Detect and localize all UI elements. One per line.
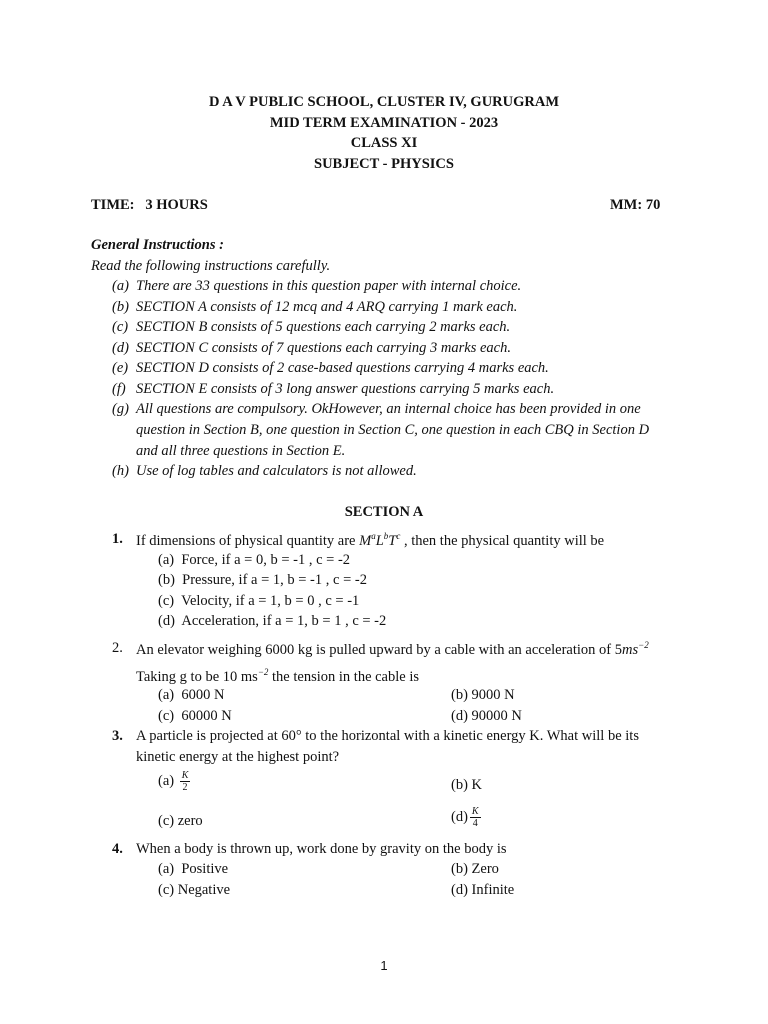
unit: ms bbox=[622, 641, 639, 658]
instruction-text: question in Section B, one question in Section C, one question in each CBQ in Section D bbox=[136, 422, 650, 438]
option: (a) Positive bbox=[158, 861, 229, 877]
option: (d) 90000 N bbox=[451, 708, 522, 724]
instruction-text: SECTION D consists of 2 case-based questions carrying 4 marks each. bbox=[136, 360, 549, 376]
fraction-denominator: 4 bbox=[472, 818, 478, 829]
class-label: CLASS XI bbox=[350, 135, 418, 151]
instruction-text: There are 33 questions in this question paper with internal choice. bbox=[136, 278, 522, 294]
question-text-part: , then the physical quantity will be bbox=[400, 532, 605, 549]
dimension-symbol: M bbox=[359, 532, 372, 549]
instruction-item bbox=[112, 278, 522, 295]
question-text-part: Taking g to be 10 bbox=[136, 668, 241, 685]
exponent: c bbox=[396, 531, 401, 541]
question-number: 2. bbox=[112, 640, 123, 656]
subject-label: SUBJECT - PHYSICS bbox=[314, 156, 454, 172]
question-number: 3. bbox=[112, 728, 123, 744]
page-number: 1 bbox=[380, 958, 388, 973]
instruction-text: All questions are compulsory. OkHowever, an internal choice has been provided in one bbox=[136, 401, 641, 417]
instruction-text: SECTION A consists of 12 mcq and 4 ARQ carrying 1 mark each. bbox=[136, 299, 518, 315]
instruction-item bbox=[112, 360, 549, 377]
option: (b) 9000 N bbox=[451, 687, 515, 703]
option-key: (a) bbox=[158, 772, 175, 789]
question-text bbox=[136, 667, 419, 686]
question-text bbox=[136, 531, 604, 550]
option: (b) Pressure, if a = 1, b = -1 , c = -2 bbox=[158, 572, 367, 588]
instruction-key: (c) bbox=[112, 319, 129, 335]
instruction-text: SECTION C consists of 7 questions each carrying 3 marks each. bbox=[136, 340, 511, 356]
option: (b) K bbox=[451, 777, 483, 793]
instruction-item bbox=[112, 340, 511, 357]
instruction-text: SECTION E consists of 3 long answer questions carrying 5 marks each. bbox=[136, 381, 555, 397]
instruction-key: (e) bbox=[112, 360, 129, 376]
instructions-heading: General Instructions : bbox=[91, 237, 224, 253]
instruction-key: (f) bbox=[112, 381, 126, 397]
instruction-key: (h) bbox=[112, 463, 129, 479]
option: (c) Negative bbox=[158, 882, 231, 898]
instruction-key: (b) bbox=[112, 299, 129, 315]
dimension-symbol: T bbox=[388, 532, 397, 549]
dimension-symbol: L bbox=[375, 532, 384, 549]
question-text: kinetic energy at the highest point? bbox=[136, 749, 340, 765]
exponent: a bbox=[371, 531, 376, 541]
unit: ms bbox=[240, 668, 258, 685]
instruction-key: (a) bbox=[112, 278, 129, 294]
instruction-item bbox=[112, 319, 511, 336]
fraction bbox=[180, 770, 191, 793]
option bbox=[451, 806, 481, 829]
option: (c) 60000 N bbox=[158, 708, 232, 724]
exponent: b bbox=[383, 531, 389, 541]
question-text: When a body is thrown up, work done by gravity on the body is bbox=[136, 841, 507, 857]
question-text bbox=[136, 640, 649, 659]
exam-title: MID TERM EXAMINATION - 2023 bbox=[269, 115, 499, 131]
fraction-numerator: K bbox=[181, 770, 189, 781]
option: (a) 6000 N bbox=[158, 687, 225, 703]
exponent: −2 bbox=[257, 667, 269, 677]
fraction bbox=[470, 806, 481, 829]
instruction-key: (g) bbox=[112, 401, 129, 417]
exponent: −2 bbox=[638, 640, 649, 650]
time-label: TIME: 3 HOURS bbox=[91, 197, 208, 213]
option: (b) Zero bbox=[451, 861, 499, 877]
option: (c) zero bbox=[158, 813, 203, 829]
instruction-text: and all three questions in Section E. bbox=[136, 443, 346, 459]
question-text: A particle is projected at 60° to the horizontal with a kinetic energy K. What will be its bbox=[136, 728, 639, 744]
option-key: (d) bbox=[451, 808, 468, 825]
question-text-part: If dimensions of physical quantity are bbox=[136, 532, 360, 549]
max-marks: MM: 70 bbox=[610, 197, 661, 213]
option bbox=[158, 770, 190, 793]
instruction-text: SECTION B consists of 5 questions each carrying 2 marks each. bbox=[136, 319, 511, 335]
option: (a) Force, if a = 0, b = -1 , c = -2 bbox=[158, 552, 351, 568]
question-number: 1. bbox=[112, 531, 123, 547]
instructions-intro: Read the following instructions carefully. bbox=[91, 258, 331, 274]
section-a-title: SECTION A bbox=[344, 504, 424, 520]
instruction-item bbox=[112, 401, 641, 418]
fraction-denominator: 2 bbox=[182, 782, 188, 793]
instruction-item bbox=[112, 299, 518, 316]
question-number: 4. bbox=[112, 841, 123, 857]
instruction-item bbox=[112, 463, 417, 480]
school-name: D A V PUBLIC SCHOOL, CLUSTER IV, GURUGRAM bbox=[208, 94, 560, 110]
option: (c) Velocity, if a = 1, b = 0 , c = -1 bbox=[158, 593, 360, 609]
instruction-text: Use of log tables and calculators is not allowed. bbox=[136, 463, 417, 479]
question-text-part: An elevator weighing 6000 kg is pulled upward by a cable with an acceleration of 5 bbox=[136, 641, 622, 658]
option: (d) Acceleration, if a = 1, b = 1 , c = -2 bbox=[158, 613, 387, 629]
instruction-key: (d) bbox=[112, 340, 129, 356]
question-text-part: the tension in the cable is bbox=[268, 668, 420, 685]
option: (d) Infinite bbox=[451, 882, 515, 898]
instruction-item bbox=[112, 381, 555, 398]
fraction-numerator: K bbox=[471, 806, 479, 817]
